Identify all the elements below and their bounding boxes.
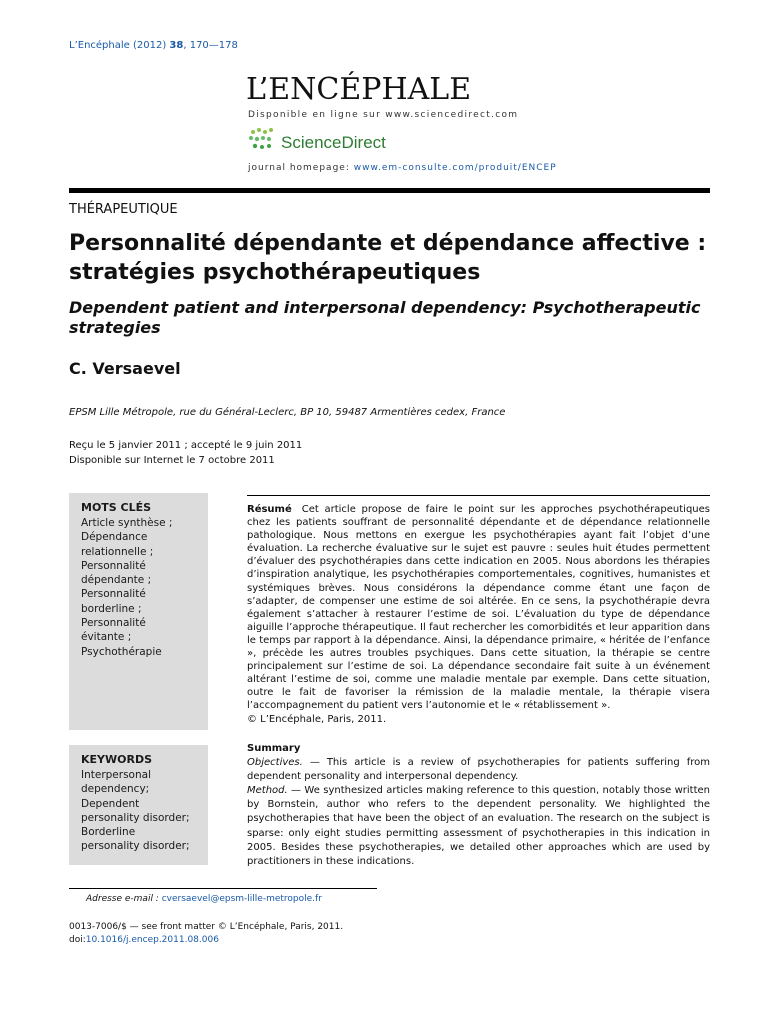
method-label: Method. [247,785,288,797]
citation-journal: L’Encéphale (2012) [69,40,167,51]
summary [247,742,710,869]
received-date: Reçu le 5 janvier 2011 ; accepté le 9 juin 2011 [69,440,303,451]
keyword-line: Psychothérapie [81,645,162,658]
keyword-line: Article synthèse ; [81,517,173,529]
keyword-line: borderline ; [81,602,142,615]
affiliation: EPSM Lille Métropole, rue du Général-Leclerc, BP 10, 59487 Armentières cedex, France [69,407,506,418]
author-name: C. Versaevel [69,359,181,378]
sciencedirect-logo [247,126,447,156]
keywords-en-box [69,745,208,865]
keyword-line: Dépendance [81,531,148,544]
journal-citation [69,40,238,51]
email-label: Adresse e-mail : [86,894,162,904]
keyword-line: Borderline [81,826,136,839]
sciencedirect-label: ScienceDirect [281,133,386,152]
article-dates [69,438,302,468]
en-title-line-1: Dependent patient and interpersonal dependency: Psychotherapeutic [69,298,701,317]
abstract [247,503,710,726]
keyword-line: dependency; [81,783,150,796]
keyword-line: personality disorder; [81,811,190,824]
method-text: — We synthesized articles making reference to this question, notably those written by Bornstein, author who refers to the dependent personality. We highlighted the psychotherapies that have been the object of an evaluation. The research on the subject is sparse: only eight studies permitting assessment of psychotherapies in this indication in 2005. Besides these psychotherapies, we detailed other approaches which are used by practitioners in these indications. [247,785,710,867]
email-link[interactable]: cversaevel@epsm-lille-metropole.fr [161,894,322,904]
doi-label: doi: [69,935,86,945]
section-label: THÉRAPEUTIQUE [69,202,178,217]
keyword-line: relationnelle ; [81,545,154,558]
keyword-line: Personnalité [81,559,146,572]
title-line-2: stratégies psychothérapeutiques [69,260,481,285]
english-title [69,298,709,338]
author-email [86,894,322,904]
abstract-text: Cet article propose de faire le point sur les approches psychothérapeutiques chez les patients souffrant de personnalité dépendante et de dépendance relationnelle pathologique. Nous mettons en exergue les psychothérapies ayant fait l’objet d’une évaluation. La recherche évaluative sur le sujet est pauvre : seules huit études permettent d’évaluer des psychothérapies dans cette indication en 2005. Nous abordons les thérapies d’inspiration analytique, les psychothérapies comportementales, cognitives, humanistes et systémiques brèves. Nous considérons la dépendance comme étant une façon de s’adapter, de compenser une estime de soi altérée. En ce sens, la psychothérapie devra également s’attacher à restaurer l’estime de soi. L’évaluation du type de dépendance aiguille l’approche thérapeutique. Il faut rechercher les comorbidités et leur apparition dans le temps par rapport à la dépendance. Ainsi, la dépendance primaire, « héritée de l’enfance », précède les autres troubles psychiques. Dans cette situation, la thérapie se centre principalement sur l’estime de soi. La dépendance secondaire fait suite à un événement altérant l’estime de soi, comme une maladie mentale par exemple. Dans cette situation, outre le fait de favoriser la rémission de la maladie mentale, la thérapie visera l’accompagnement du patient vers l’autonomie et le « rétablissement ». [247,504,710,712]
keyword-line: Dependent [81,797,140,810]
summary-title: Summary [247,743,301,754]
doi-link[interactable]: 10.1016/j.encep.2011.08.006 [85,935,219,945]
en-title-line-2: strategies [69,318,161,337]
keyword-line: Personnalité [81,588,146,601]
keywords-en-heading: KEYWORDS [81,753,153,766]
abstract-copyright: © L’Encéphale, Paris, 2011. [247,713,387,725]
keywords-fr-heading: MOTS CLÉS [81,501,152,514]
journal-homepage [248,163,557,173]
objectives-text: — This article is a review of psychotherapies for patients suffering from dependent personality and interpersonal dependency. [247,757,710,783]
objectives-label: Objectives. [247,757,303,769]
sciencedirect-dots-icon [247,126,281,156]
article-title [69,229,719,287]
keywords-fr-box [69,493,208,730]
issn-line: 0013-7006/$ — see front matter © L’Encéphale, Paris, 2011. [69,922,344,932]
online-date: Disponible sur Internet le 7 octobre 2011 [69,455,275,466]
citation-pages: , 170—178 [183,40,238,51]
abstract-rule [247,495,710,496]
online-availability: Disponible en ligne sur www.sciencedirect.com [248,110,519,120]
footnote-rule [69,888,377,889]
header-rule [69,188,710,193]
issn-doi [69,921,343,947]
abstract-label: Résumé [247,504,292,515]
title-line-1: Personnalité dépendante et dépendance affective : [69,231,707,256]
homepage-link[interactable]: www.em-consulte.com/produit/ENCEP [353,163,557,173]
keyword-line: dépendante ; [81,574,152,587]
journal-logo: L’ENCÉPHALE [246,72,472,107]
keyword-line: personality disorder; [81,840,190,853]
keyword-line: Interpersonal [81,769,151,781]
keyword-line: évitante ; [81,631,132,644]
keyword-line: Personnalité [81,617,146,630]
citation-volume: 38 [169,40,184,51]
homepage-prefix: journal homepage: [248,163,354,173]
